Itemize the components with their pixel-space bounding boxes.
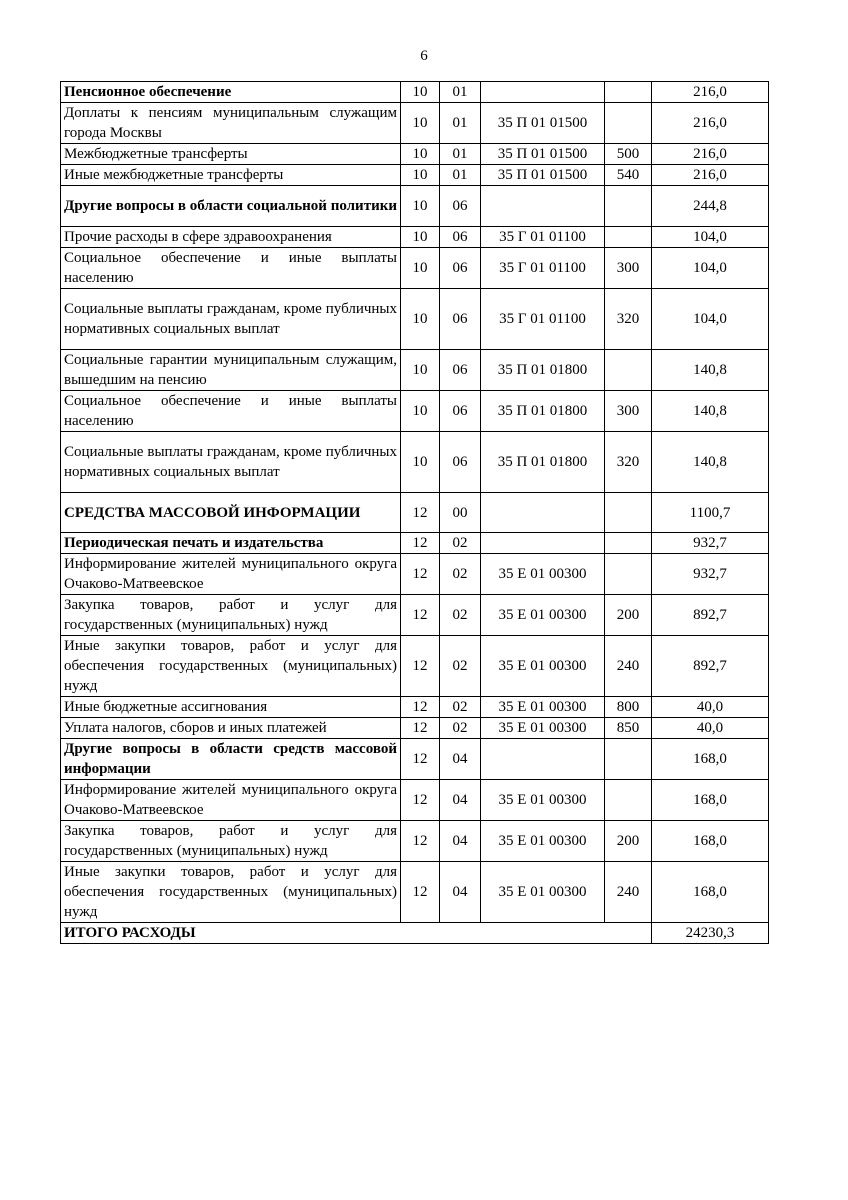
sum-cell: 1100,7 — [652, 493, 769, 533]
podrazdel-cell: 04 — [440, 739, 481, 780]
vr-cell: 200 — [605, 595, 652, 636]
row-name-cell: Закупка товаров, работ и услуг для государственных (муниципальных) нужд — [61, 821, 401, 862]
sum-cell: 40,0 — [652, 697, 769, 718]
table-row — [61, 493, 769, 533]
row-name-cell: Уплата налогов, сборов и иных платежей — [61, 718, 401, 739]
razdel-cell: 12 — [401, 697, 440, 718]
table-row — [61, 554, 769, 595]
table-row — [61, 697, 769, 718]
table-row — [61, 165, 769, 186]
razdel-cell: 10 — [401, 186, 440, 227]
razdel-cell: 12 — [401, 862, 440, 923]
page-number: 6 — [420, 48, 428, 64]
vr-cell — [605, 227, 652, 248]
sum-cell: 40,0 — [652, 718, 769, 739]
row-name-cell: Доплаты к пенсиям муниципальным служащим города Москвы — [61, 103, 401, 144]
table-row — [61, 739, 769, 780]
table-row — [61, 227, 769, 248]
csr-cell — [481, 739, 605, 780]
sum-cell: 244,8 — [652, 186, 769, 227]
table-row — [61, 144, 769, 165]
sum-cell: 168,0 — [652, 739, 769, 780]
sum-cell: 932,7 — [652, 554, 769, 595]
vr-cell: 300 — [605, 391, 652, 432]
razdel-cell: 12 — [401, 780, 440, 821]
vr-cell — [605, 82, 652, 103]
csr-cell: 35 П 01 01500 — [481, 144, 605, 165]
razdel-cell: 10 — [401, 432, 440, 493]
podrazdel-cell: 00 — [440, 493, 481, 533]
table-row — [61, 289, 769, 350]
vr-cell — [605, 780, 652, 821]
csr-cell — [481, 493, 605, 533]
sum-cell: 140,8 — [652, 391, 769, 432]
table-row — [61, 103, 769, 144]
csr-cell — [481, 533, 605, 554]
podrazdel-cell: 04 — [440, 821, 481, 862]
csr-cell: 35 Е 01 00300 — [481, 554, 605, 595]
total-row — [61, 923, 769, 944]
table-row — [61, 533, 769, 554]
vr-cell: 240 — [605, 862, 652, 923]
podrazdel-cell: 06 — [440, 227, 481, 248]
vr-cell — [605, 554, 652, 595]
razdel-cell: 10 — [401, 248, 440, 289]
vr-cell: 540 — [605, 165, 652, 186]
sum-cell: 104,0 — [652, 248, 769, 289]
csr-cell: 35 П 01 01800 — [481, 350, 605, 391]
razdel-cell: 12 — [401, 493, 440, 533]
table-row — [61, 862, 769, 923]
csr-cell: 35 Г 01 01100 — [481, 248, 605, 289]
podrazdel-cell: 02 — [440, 718, 481, 739]
podrazdel-cell: 01 — [440, 165, 481, 186]
podrazdel-cell: 06 — [440, 248, 481, 289]
vr-cell: 300 — [605, 248, 652, 289]
row-name-cell: Информирование жителей муниципального округа Очаково-Матвеевское — [61, 554, 401, 595]
csr-cell: 35 Е 01 00300 — [481, 780, 605, 821]
vr-cell: 320 — [605, 289, 652, 350]
csr-cell: 35 Е 01 00300 — [481, 595, 605, 636]
podrazdel-cell: 06 — [440, 350, 481, 391]
podrazdel-cell: 06 — [440, 289, 481, 350]
csr-cell: 35 Е 01 00300 — [481, 718, 605, 739]
sum-cell: 892,7 — [652, 636, 769, 697]
sum-cell: 104,0 — [652, 227, 769, 248]
vr-cell: 320 — [605, 432, 652, 493]
table-row — [61, 391, 769, 432]
razdel-cell: 10 — [401, 103, 440, 144]
podrazdel-cell: 06 — [440, 432, 481, 493]
razdel-cell: 10 — [401, 82, 440, 103]
row-name-cell: Иные бюджетные ассигнования — [61, 697, 401, 718]
razdel-cell: 10 — [401, 289, 440, 350]
table-row — [61, 821, 769, 862]
podrazdel-cell: 04 — [440, 780, 481, 821]
podrazdel-cell: 02 — [440, 697, 481, 718]
csr-cell — [481, 82, 605, 103]
sum-cell: 168,0 — [652, 821, 769, 862]
razdel-cell: 12 — [401, 821, 440, 862]
sum-cell: 168,0 — [652, 862, 769, 923]
podrazdel-cell: 02 — [440, 636, 481, 697]
podrazdel-cell: 06 — [440, 391, 481, 432]
sum-cell: 168,0 — [652, 780, 769, 821]
razdel-cell: 10 — [401, 391, 440, 432]
csr-cell: 35 П 01 01500 — [481, 165, 605, 186]
vr-cell — [605, 350, 652, 391]
podrazdel-cell: 02 — [440, 533, 481, 554]
vr-cell — [605, 533, 652, 554]
table-row — [61, 248, 769, 289]
sum-cell: 140,8 — [652, 432, 769, 493]
row-name-cell: Прочие расходы в сфере здравоохранения — [61, 227, 401, 248]
vr-cell: 800 — [605, 697, 652, 718]
sum-cell: 932,7 — [652, 533, 769, 554]
podrazdel-cell: 01 — [440, 82, 481, 103]
csr-cell: 35 П 01 01800 — [481, 391, 605, 432]
row-name-cell: Пенсионное обеспечение — [61, 82, 401, 103]
sum-cell: 216,0 — [652, 82, 769, 103]
csr-cell: 35 П 01 01800 — [481, 432, 605, 493]
table-row — [61, 82, 769, 103]
budget-table — [60, 81, 769, 944]
table-row — [61, 432, 769, 493]
sum-cell: 216,0 — [652, 103, 769, 144]
row-name-cell: Межбюджетные трансферты — [61, 144, 401, 165]
row-name-cell: Иные межбюджетные трансферты — [61, 165, 401, 186]
csr-cell: 35 Е 01 00300 — [481, 636, 605, 697]
row-name-cell: Социальные гарантии муниципальным служащим, вышедшим на пенсию — [61, 350, 401, 391]
table-row — [61, 595, 769, 636]
row-name-cell: Социальные выплаты гражданам, кроме публичных нормативных социальных выплат — [61, 432, 401, 493]
sum-cell: 892,7 — [652, 595, 769, 636]
csr-cell — [481, 186, 605, 227]
row-name-cell: Социальное обеспечение и иные выплаты населению — [61, 248, 401, 289]
razdel-cell: 12 — [401, 595, 440, 636]
vr-cell — [605, 186, 652, 227]
row-name-cell: Информирование жителей муниципального округа Очаково-Матвеевское — [61, 780, 401, 821]
razdel-cell: 12 — [401, 739, 440, 780]
razdel-cell: 10 — [401, 227, 440, 248]
table-row — [61, 636, 769, 697]
vr-cell — [605, 739, 652, 780]
sum-cell: 216,0 — [652, 165, 769, 186]
table-row — [61, 186, 769, 227]
budget-table-body — [61, 82, 769, 944]
csr-cell: 35 Е 01 00300 — [481, 862, 605, 923]
csr-cell: 35 П 01 01500 — [481, 103, 605, 144]
podrazdel-cell: 02 — [440, 554, 481, 595]
table-row — [61, 350, 769, 391]
razdel-cell: 12 — [401, 636, 440, 697]
razdel-cell: 12 — [401, 533, 440, 554]
row-name-cell: Социальные выплаты гражданам, кроме публичных нормативных социальных выплат — [61, 289, 401, 350]
razdel-cell: 10 — [401, 165, 440, 186]
podrazdel-cell: 04 — [440, 862, 481, 923]
sum-cell: 104,0 — [652, 289, 769, 350]
vr-cell: 500 — [605, 144, 652, 165]
vr-cell — [605, 493, 652, 533]
row-name-cell: Иные закупки товаров, работ и услуг для обеспечения государственных (муниципальных) нужд — [61, 636, 401, 697]
table-row — [61, 780, 769, 821]
podrazdel-cell: 02 — [440, 595, 481, 636]
razdel-cell: 12 — [401, 718, 440, 739]
vr-cell: 240 — [605, 636, 652, 697]
row-name-cell: Социальное обеспечение и иные выплаты населению — [61, 391, 401, 432]
sum-cell: 216,0 — [652, 144, 769, 165]
csr-cell: 35 Г 01 01100 — [481, 227, 605, 248]
podrazdel-cell: 01 — [440, 144, 481, 165]
vr-cell: 200 — [605, 821, 652, 862]
podrazdel-cell: 06 — [440, 186, 481, 227]
row-name-cell: Другие вопросы в области социальной политики — [61, 186, 401, 227]
vr-cell: 850 — [605, 718, 652, 739]
razdel-cell: 10 — [401, 350, 440, 391]
row-name-cell: Другие вопросы в области средств массовой информации — [61, 739, 401, 780]
total-label-cell: ИТОГО РАСХОДЫ — [61, 923, 652, 944]
csr-cell: 35 Г 01 01100 — [481, 289, 605, 350]
podrazdel-cell: 01 — [440, 103, 481, 144]
razdel-cell: 10 — [401, 144, 440, 165]
row-name-cell: Закупка товаров, работ и услуг для государственных (муниципальных) нужд — [61, 595, 401, 636]
table-row — [61, 718, 769, 739]
vr-cell — [605, 103, 652, 144]
csr-cell: 35 Е 01 00300 — [481, 821, 605, 862]
row-name-cell: Периодическая печать и издательства — [61, 533, 401, 554]
razdel-cell: 12 — [401, 554, 440, 595]
csr-cell: 35 Е 01 00300 — [481, 697, 605, 718]
total-sum-cell: 24230,3 — [652, 923, 769, 944]
sum-cell: 140,8 — [652, 350, 769, 391]
row-name-cell: Иные закупки товаров, работ и услуг для обеспечения государственных (муниципальных) нужд — [61, 862, 401, 923]
row-name-cell: СРЕДСТВА МАССОВОЙ ИНФОРМАЦИИ — [61, 493, 401, 533]
